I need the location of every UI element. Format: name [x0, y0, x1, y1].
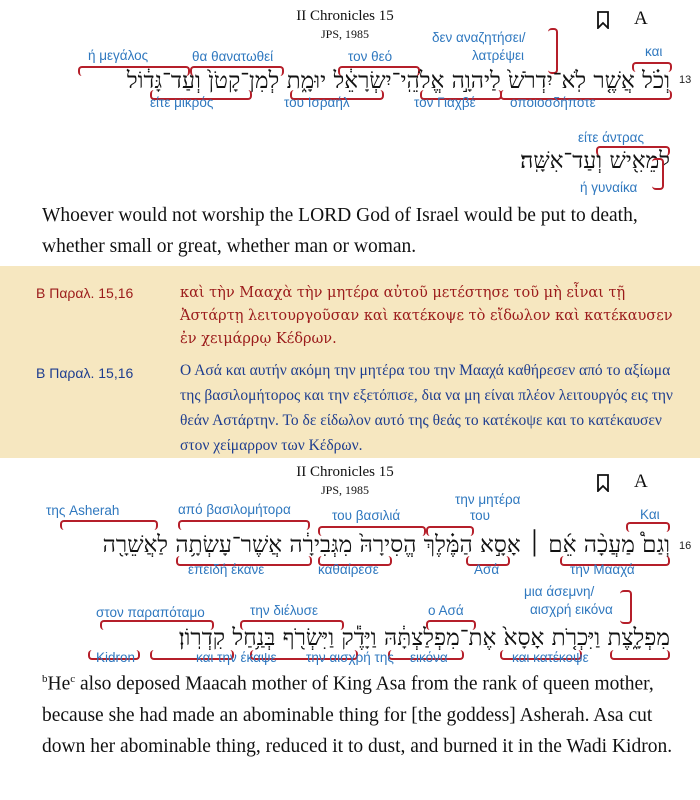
gloss-apo-vasilomitora: από βασιλομήτορα — [178, 502, 291, 517]
gloss-epeidi-ekane: επειδή έκανε — [188, 562, 265, 577]
bracket — [620, 590, 632, 624]
gloss-kai: και — [645, 44, 663, 59]
gloss-latrepsei: λατρέψει — [472, 48, 525, 63]
gloss-aischri-eikona: αισχρή εικόνα — [530, 602, 613, 617]
gloss-ston-parapotamo: στον παραπόταμο — [96, 605, 205, 620]
gloss-kathairese: καθαίρεσε — [318, 562, 379, 577]
bracket — [178, 520, 310, 530]
gloss-tin-aischri-tis: την αισχρή της — [306, 650, 394, 665]
book-title: II Chronicles 15 — [296, 464, 394, 480]
gloss-tin-maacha: την Μααχά — [570, 562, 635, 577]
gloss-kai-katekopse: και κατέκοψε — [512, 650, 589, 665]
gloss-tin-mitera: την μητέρα — [455, 492, 521, 507]
verse-reference: Β Παραλ. 15,16 — [36, 285, 134, 301]
english-translation — [42, 664, 682, 762]
gloss-den-anazitisei: δεν αναζητήσει/ — [432, 30, 526, 45]
book-title: II Chronicles 15 — [296, 8, 394, 24]
gloss-tha-thanatothei: θα θανατωθεί — [192, 49, 274, 64]
gloss-eite-mikros: είτε μικρός — [150, 95, 214, 110]
bracket — [60, 520, 158, 530]
gloss-i-megalos: ή μεγάλος — [88, 48, 149, 63]
font-size-button[interactable]: A — [634, 8, 648, 29]
hebrew-line: וְכֹ֗ל אֲשֶׁ֤ר לֹֽא־יִדְרֹשׁ֙ לַיהוָ֣ה אֱלֹהֵֽי־יִשְׂרָאֵ֔ל יוּמָ֑ת לְמִן־קָטֹן֙ וְעַד־גָּד֔וֹל — [126, 68, 670, 94]
gloss-mia-asemni: μια άσεμνη/ — [524, 584, 595, 599]
version-label: JPS, 1985 — [320, 27, 370, 41]
verse-number: 13 — [679, 74, 692, 86]
version-label: JPS, 1985 — [320, 483, 370, 497]
english-translation: Whoever would not worship the LORD God of Israel would be put to death, whether small or great, whether man or woman. — [42, 205, 638, 257]
bookmark-icon[interactable] — [596, 11, 610, 34]
verse-reference: Β Παραλ. 15,16 — [36, 365, 134, 381]
hebrew-line: וְגַם֩ מַעֲכָ֨ה אֵ֜ם ׀ אָסָ֣א הַמֶּ֗לֶךְ הֱסִירָהּ֙ מִגְּבִירָ֔ה אֲשֶׁר־עָשְׂתָ֥ה לַאֲשֵׁרָ֖ה — [102, 532, 670, 558]
hebrew-line: לְמֵאִ֖ישׁ וְעַד־אִשָּֽׁה׃ — [520, 148, 670, 174]
footnote-marker[interactable]: c — [70, 673, 76, 685]
gloss-kidron: Kidron — [96, 650, 136, 665]
font-size-button[interactable]: A — [634, 471, 648, 492]
footnote-marker[interactable]: b — [42, 673, 48, 685]
gloss-tis-asherah: της Asherah — [46, 503, 120, 518]
bracket — [652, 158, 664, 190]
gloss-tou: του — [470, 508, 491, 523]
gloss-kai-tin-ekapse: και την έκαψε — [196, 650, 277, 665]
bracket — [610, 650, 670, 660]
bookmark-icon[interactable] — [596, 474, 610, 497]
gloss-ton-theo: τον θεό — [348, 49, 393, 64]
gloss-kai: Και — [640, 507, 660, 522]
gloss-opoiosdipote: οποιοσδήποτε — [510, 95, 596, 110]
english-text: also deposed Maacah mother of King Asa from the rank of queen mother, because she had made an abominable thing for [the goddess] Asherah. Asa cut down her abominable thing, reduced it to dust, and burned it in the Wadi Kidron. — [42, 673, 673, 757]
modern-greek-text: Ο Ασά και αυτήν ακόμη την μητέρα του την Μααχά καθήρεσεν από το αξίωμα της βασιλομήτορος και την εξετόπισε, δια να μη είναι πλέον λειτουργός εις την θεάν Αστάρτην. Το δε είδωλον αυτό της θεάς το κατέκοψε και το κατέκαυσεν στον χείμαρρον των Κέδρων. — [180, 362, 673, 454]
bracket — [626, 522, 670, 532]
gloss-eite-antras: είτε άντρας — [578, 130, 644, 145]
gloss-i-gynaika: ή γυναίκα — [580, 180, 638, 195]
gloss-tou-israil: του Ισραήλ — [284, 95, 350, 110]
verse-number: 16 — [679, 540, 692, 552]
english-he: He — [47, 673, 71, 695]
gloss-tou-vasilia: του βασιλιά — [332, 508, 401, 523]
gloss-asa: Ασά — [474, 562, 500, 577]
septuagint-text: καὶ τὴν Μααχὰ τὴν μητέρα αὐτοῦ μετέστησε τοῦ μὴ εἶναι τῇ Ἀστάρτῃ λειτουργοῦσαν καὶ κατέκοψε τὸ εἴδωλον καὶ κατέκαυσεν ἐν χειμάρρῳ Κέδρων. — [180, 285, 673, 347]
gloss-eikona: εικόνα — [410, 650, 448, 665]
gloss-tin-dielyse: την διέλυσε — [250, 603, 319, 618]
gloss-o-asa: ο Ασά — [428, 603, 464, 618]
hebrew-line: מִפְלָ֑צֶת וַיִּכְרֹ֤ת אָסָא֙ אֶת־מִפְלַצְתָּ֔הּ וַיָּדֶ֕ק וַיִּשְׂרֹ֖ף בְּנַ֥חַל קִדְרֽוֹן׃ — [178, 625, 670, 651]
gloss-ton-giachve: τον Γιαχβέ — [414, 95, 476, 110]
